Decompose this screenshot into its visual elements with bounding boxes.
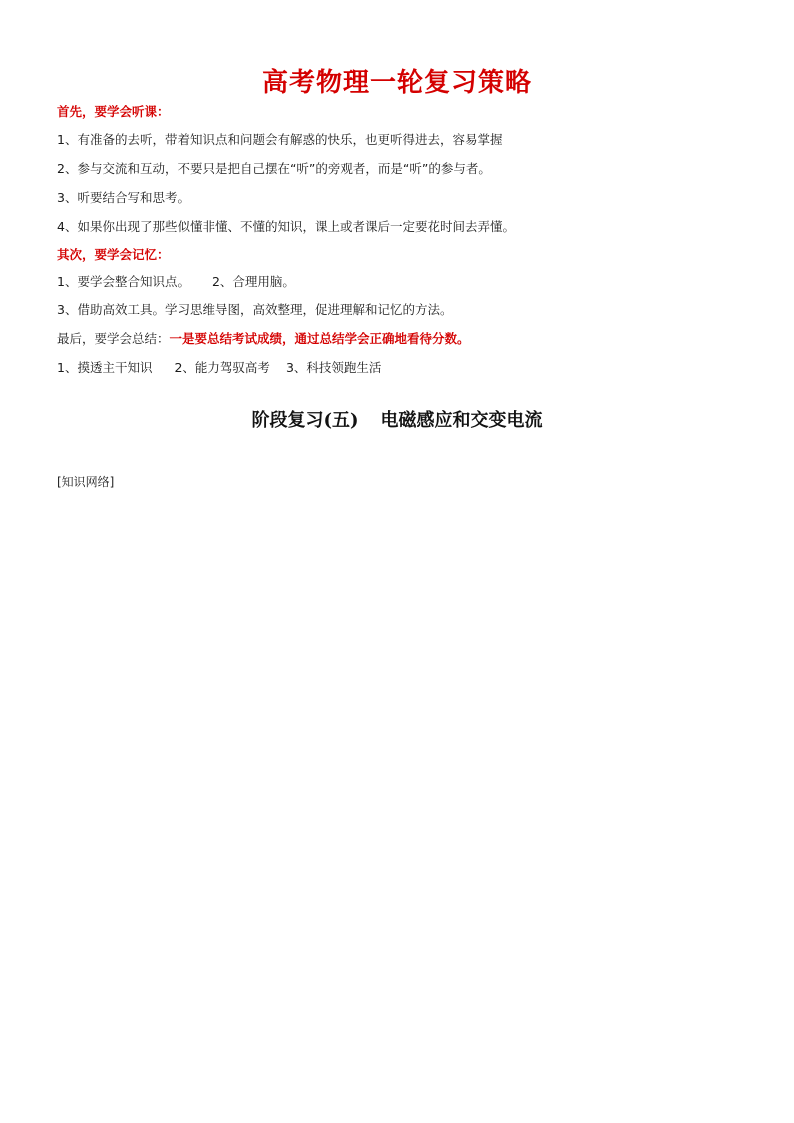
listening-item-2: 2、参与交流和互动，不要只是把自己摆在“听”的旁观者，而是“听”的参与者。 [57,161,491,176]
summary-lead: 最后，要学会总结： [57,331,170,346]
section-memory-heading: 其次，要学会记忆： [57,247,170,262]
summary-subitems-row [57,360,381,376]
listening-item-1: 1、有准备的去听，带着知识点和问题会有解惑的快乐，也更听得进去，容易掌握 [57,132,503,147]
section-listening-heading: 首先，要学会听课： [57,104,170,119]
summary-subitem-3: 3、科技领跑生活 [285,360,382,375]
knowledge-network-label: [知识网络] [57,475,115,489]
stage-review-number: 阶段复习(五) [251,410,359,431]
summary-line [57,331,470,347]
summary-subitem-2: 2、能力驾驭高考 [174,360,270,375]
summary-subitem-1: 1、摸透主干知识 [57,360,153,375]
summary-emphasis: 一是要总结考试成绩，通过总结学会正确地看待分数。 [169,331,470,346]
document-title: 高考物理一轮复习策略 [261,68,532,98]
stage-review-title [0,406,794,432]
stage-review-topic: 电磁感应和交变电流 [380,410,543,431]
memory-item-1: 1、要学会整合知识点。 [57,274,190,289]
memory-items-row [57,274,295,290]
memory-item-2: 2、合理用脑。 [211,274,295,289]
memory-item-3: 3、借助高效工具。学习思维导图，高效整理，促进理解和记忆的方法。 [57,302,453,317]
listening-item-3: 3、听要结合写和思考。 [57,190,190,205]
listening-item-4: 4、如果你出现了那些似懂非懂、不懂的知识，课上或者课后一定要花时间去弄懂。 [57,219,515,234]
